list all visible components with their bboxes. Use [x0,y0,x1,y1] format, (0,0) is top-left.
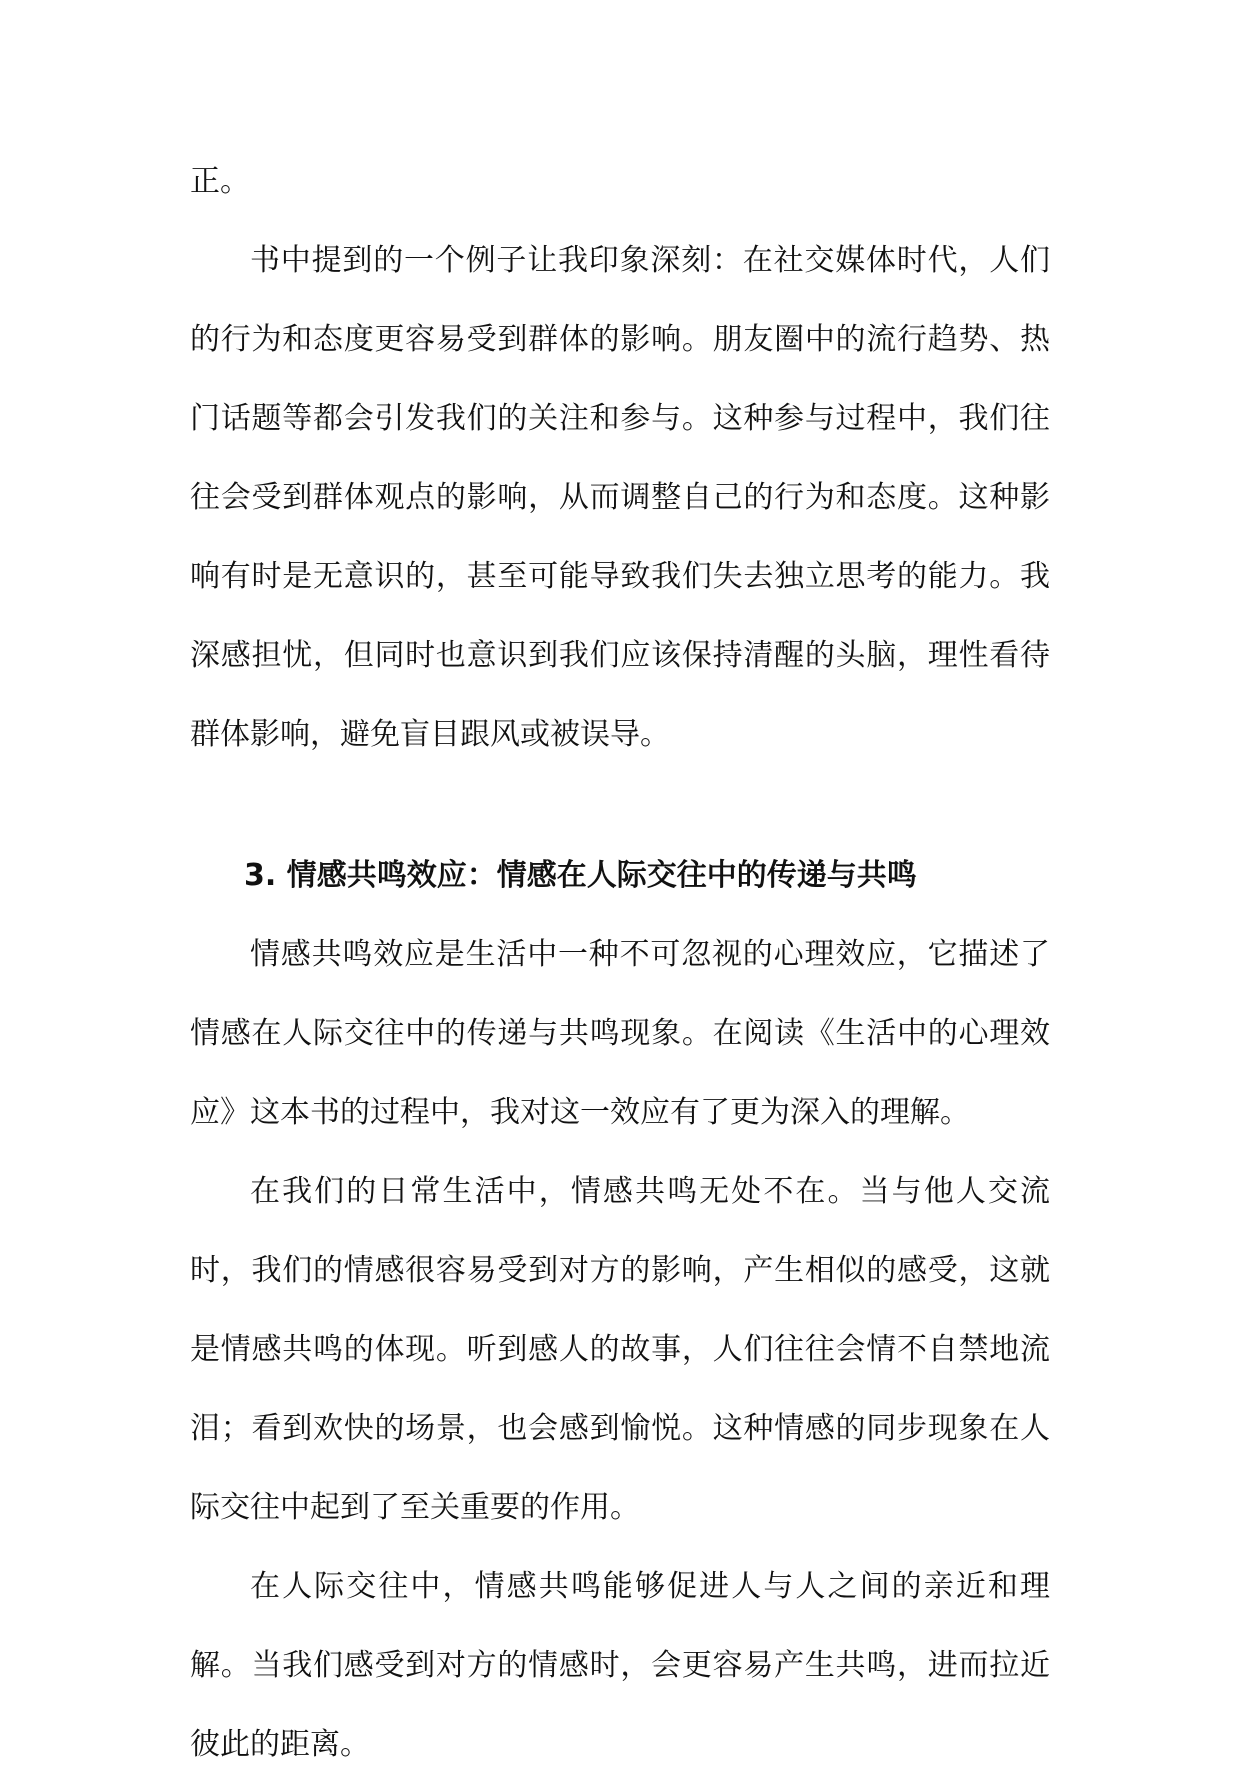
section-heading-emotional-resonance: 3. 情感共鸣效应：情感在人际交往中的传递与共鸣 [244,858,917,893]
paragraph-daily-life-resonance: 在我们的日常生活中，情感共鸣无处不在。当与他人交流时，我们的情感很容易受到对方的影响，产生相似的感受，这就是情感共鸣的体现。听到感人的故事，人们往往会情不自禁地流泪；看到欢快的场景，也会感到愉悦。这种情感的同步现象在人际交往中起到了至关重要的作用。 [190,1174,1050,1525]
section-spacer [190,774,1050,822]
paragraph-continuation: 正。 [190,164,250,199]
paragraph-social-media-example: 书中提到的一个例子让我印象深刻：在社交媒体时代，人们的行为和态度更容易受到群体的影响。朋友圈中的流行趋势、热门话题等都会引发我们的关注和参与。这种参与过程中，我们往往会受到群体观点的影响，从而调整自己的行为和态度。这种影响有时是无意识的，甚至可能导致我们失去独立思考的能力。我深感担忧，但同时也意识到我们应该保持清醒的头脑，理性看待群体影响，避免盲目跟风或被误导。 [190,243,1050,752]
document-body [190,142,1050,1784]
paragraph-resonance-intro: 情感共鸣效应是生活中一种不可忽视的心理效应，它描述了情感在人际交往中的传递与共鸣现象。在阅读《生活中的心理效应》这本书的过程中，我对这一效应有了更为深入的理解。 [190,937,1050,1130]
paragraph-interpersonal-resonance: 在人际交往中，情感共鸣能够促进人与人之间的亲近和理解。当我们感受到对方的情感时，会更容易产生共鸣，进而拉近彼此的距离。 [190,1569,1050,1762]
